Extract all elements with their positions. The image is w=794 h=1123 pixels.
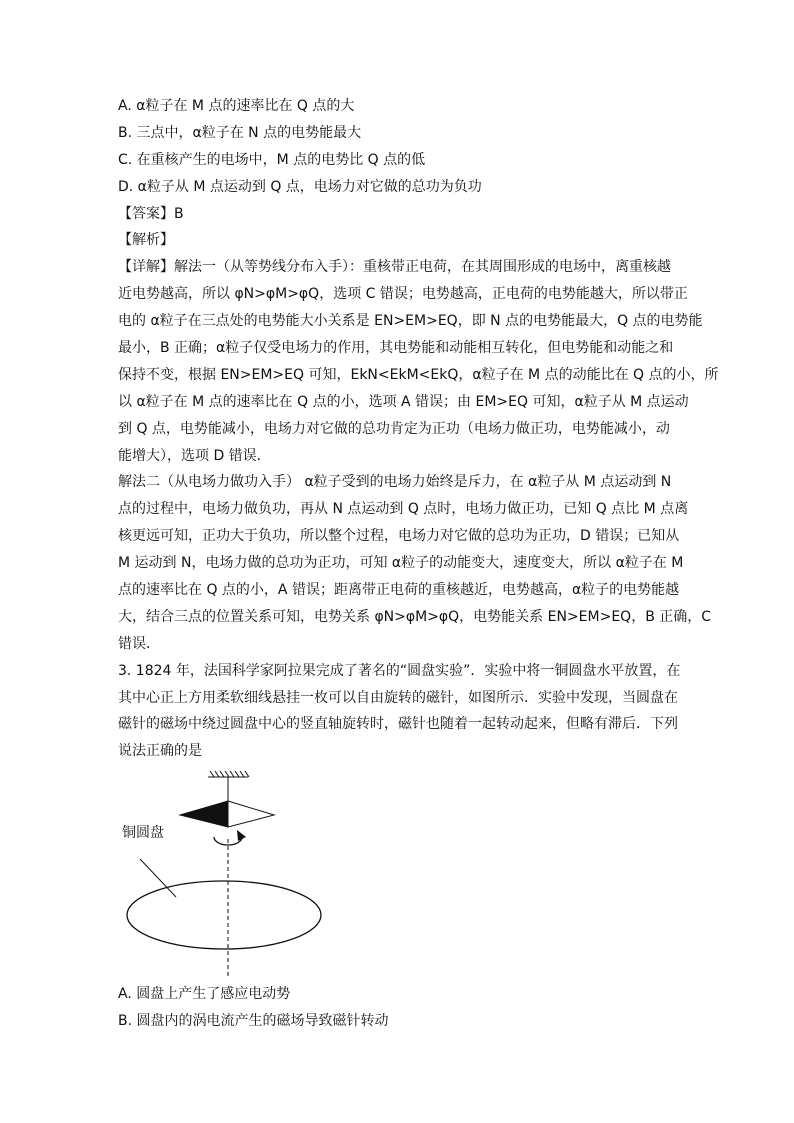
analysis-line: 大，结合三点的位置关系可知，电势关系 φN>φM>φQ，电势能关系 EN>EM>EQ，B 正确，C [118, 608, 712, 625]
copper-disk [127, 881, 321, 949]
analysis-line: 解法二（从电场力做功入手） α粒子受到的电场力始终是斥力，在 α粒子从 M 点运动到 N [118, 474, 672, 491]
analysis-line: 错误． [118, 635, 160, 652]
analysis-header: 【解析】 [118, 232, 174, 249]
analysis-line: 最小，B 正确；α粒子仅受电场力的作用，其电势能和动能相互转化，但电势能和动能之和 [118, 340, 674, 357]
document-page [118, 93, 719, 1035]
option-b: B. 圆盘内的涡电流产生的磁场导致磁针转动 [118, 1013, 389, 1030]
question-line: 磁针的磁场中绕过圆盘中心的竖直轴旋转时，磁针也随着一起转动起来，但略有滞后．下列 [118, 716, 678, 733]
analysis-line: 能增大），选项 D 错误． [118, 447, 271, 464]
analysis-line: 保持不变，根据 EN>EM>EQ 可知，EkN<EkM<EkQ，α粒子在 M 点的动能比在 Q 点的小，所 [118, 366, 719, 383]
analysis-line: 近电势越高，所以 φN>φM>φQ，选项 C 错误；电势越高，正电荷的电势能越大，所以带正 [118, 286, 688, 303]
ceiling-hatch [208, 771, 249, 777]
analysis-line: 点的过程中，电场力做负功，再从 N 点运动到 Q 点时，电场力做正功，已知 Q 点比 M 点离 [118, 501, 689, 518]
question-3-options [118, 981, 678, 1035]
analysis-line: 【详解】解法一（从等势线分布入手）：重核带正电荷，在其周围形成的电场中，离重核越 [118, 259, 671, 276]
needle-dark-half [180, 801, 228, 827]
analysis-line: 电的 α粒子在三点处的电势能大小关系是 EN>EM>EQ，即 N 点的电势能最大，Q 点的电势能 [118, 313, 703, 330]
needle-light-half [228, 801, 274, 827]
option-b: B. 三点中，α粒子在 N 点的电势能最大 [118, 124, 362, 141]
question-line: 3. 1824 年，法国科学家阿拉果完成了著名的“圆盘实验”．实验中将一铜圆盘水平放置，在 [118, 662, 681, 679]
analysis-line: 点的速率比在 Q 点的小，A 错误；距离带正电荷的重核越近，电势越高，α粒子的电势能越 [118, 582, 680, 599]
question-2-options [118, 93, 678, 201]
question-line: 其中心正上方用柔软细线悬挂一枚可以自由旋转的磁针，如图所示．实验中发现，当圆盘在 [118, 689, 678, 706]
question-line: 说法正确的是 [118, 743, 202, 760]
label-pointer [140, 859, 176, 897]
question-3-stem [118, 658, 681, 766]
option-a: A. 圆盘上产生了感应电动势 [118, 986, 291, 1003]
analysis-line: 到 Q 点，电势能减小，电场力对它做的总功肯定为正功（电场力做正功，电势能减小，动 [118, 420, 670, 437]
option-c: C. 在重核产生的电场中，M 点的电势比 Q 点的低 [118, 151, 426, 168]
analysis-line: 核更远可知，正功大于负功，所以整个过程，电场力对它做的总功为正功，D 错误；已知从 [118, 528, 680, 545]
copper-disk-diagram [118, 767, 678, 977]
analysis-body [118, 254, 719, 657]
analysis-line: 以 α粒子在 M 点的速率比在 Q 点的小，选项 A 错误；由 EM>EQ 可知，α粒子从 M 点运动 [118, 393, 689, 410]
option-d: D. α粒子从 M 点运动到 Q 点，电场力对它做的总功为负功 [118, 178, 482, 195]
answer: 【答案】B [118, 205, 184, 222]
figure-label: 铜圆盘 [122, 825, 164, 842]
option-a: A. α粒子在 M 点的速率比在 Q 点的大 [118, 98, 355, 114]
analysis-line: M 运动到 N，电场力做的总功为正功，可知 α粒子的动能变大，速度变大，所以 α粒子在 M [118, 555, 684, 572]
copper-disk-figure [118, 767, 678, 977]
